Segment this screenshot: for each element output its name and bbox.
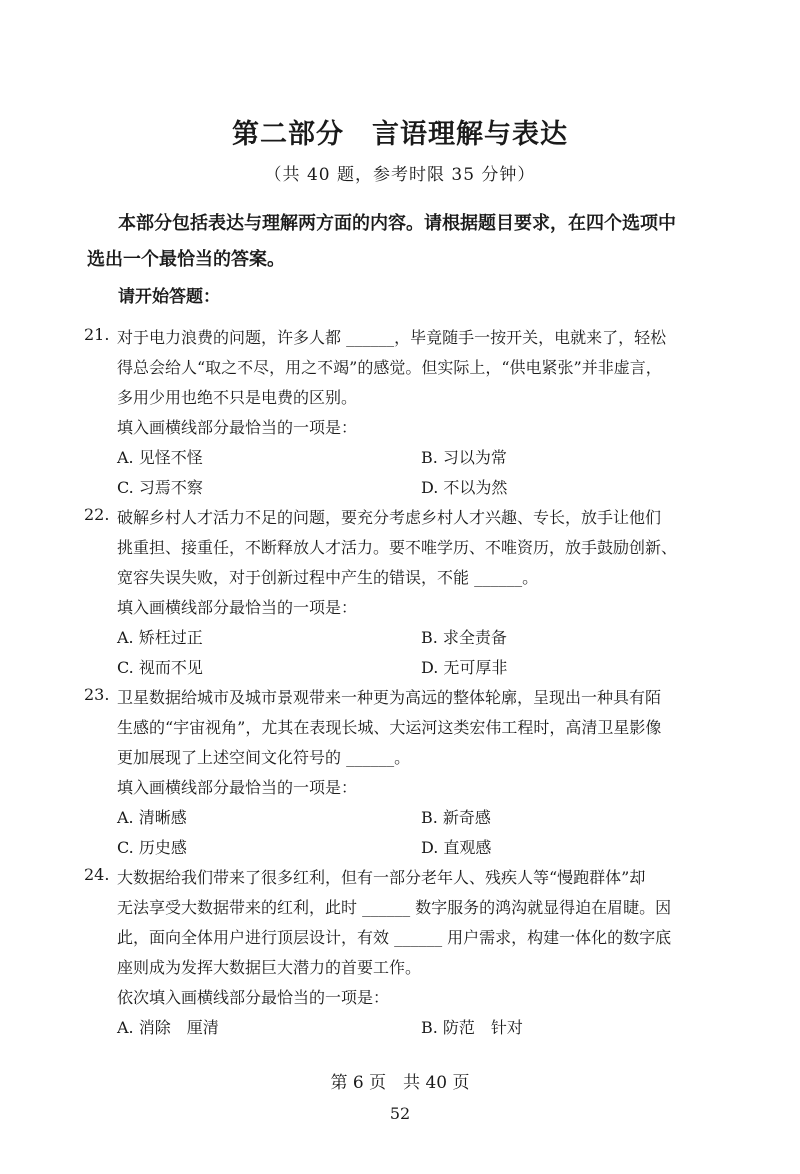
option-c[interactable]: C. 历史感 bbox=[117, 838, 187, 857]
question-text-line: 此，面向全体用户进行顶层设计，有效 ______ 用户需求，构建一体化的数字底 bbox=[117, 928, 672, 947]
question-number: 21. bbox=[84, 325, 110, 344]
option-a[interactable]: A. 消除 厘清 bbox=[117, 1018, 219, 1037]
question-text-line: 挑重担、接重任，不断释放人才活力。要不唯学历、不唯资历，放手鼓励创新、 bbox=[117, 538, 678, 557]
section-subtitle: （共 40 题，参考时限 35 分钟） bbox=[264, 165, 536, 185]
option-b[interactable]: B. 新奇感 bbox=[421, 808, 491, 827]
question-number: 22. bbox=[84, 505, 110, 524]
question-23 bbox=[84, 685, 724, 855]
option-d[interactable]: D. 直观感 bbox=[421, 838, 492, 857]
option-d[interactable]: D. 不以为然 bbox=[421, 478, 508, 497]
question-text-line: 生感的“宇宙视角”，尤其在表现长城、大运河这类宏伟工程时，高清卫星影像 bbox=[117, 718, 662, 737]
question-text-line: 卫星数据给城市及城市景观带来一种更为高远的整体轮廓，呈现出一种具有陌 bbox=[117, 688, 662, 707]
question-text-line: 大数据给我们带来了很多红利，但有一部分老年人、残疾人等“慢跑群体”却 bbox=[117, 868, 646, 887]
page-footer: 第 6 页 共 40 页 bbox=[330, 1073, 470, 1093]
page-number: 52 bbox=[389, 1104, 411, 1123]
option-c[interactable]: C. 习焉不察 bbox=[117, 478, 203, 497]
question-prompt: 填入画横线部分最恰当的一项是： bbox=[117, 598, 358, 617]
instructions-line-1: 本部分包括表达与理解两方面的内容。请根据题目要求，在四个选项中 bbox=[118, 213, 676, 234]
question-text-line: 对于电力浪费的问题，许多人都 ______，毕竟随手一按开关，电就来了，轻松 bbox=[117, 328, 667, 347]
question-text-line: 宽容失误失败，对于创新过程中产生的错误，不能 ______。 bbox=[117, 568, 539, 587]
section-title: 第二部分 言语理解与表达 bbox=[232, 119, 568, 150]
question-24 bbox=[84, 865, 724, 1035]
question-21 bbox=[84, 325, 724, 495]
question-text-line: 多用少用也绝不只是电费的区别。 bbox=[117, 388, 358, 407]
question-22 bbox=[84, 505, 724, 675]
option-c[interactable]: C. 视而不见 bbox=[117, 658, 203, 677]
start-prompt: 请开始答题： bbox=[118, 287, 220, 307]
question-prompt: 填入画横线部分最恰当的一项是： bbox=[117, 418, 358, 437]
question-number: 23. bbox=[84, 685, 110, 704]
question-text-line: 破解乡村人才活力不足的问题，要充分考虑乡村人才兴趣、专长，放手让他们 bbox=[117, 508, 662, 527]
question-text-line: 无法享受大数据带来的红利，此时 ______ 数字服务的鸿沟就显得迫在眉睫。因 bbox=[117, 898, 672, 917]
question-text-line: 得总会给人“取之不尽，用之不竭”的感觉。但实际上，“供电紧张”并非虚言， bbox=[117, 358, 662, 377]
question-prompt: 依次填入画横线部分最恰当的一项是： bbox=[117, 988, 390, 1007]
option-d[interactable]: D. 无可厚非 bbox=[421, 658, 508, 677]
option-b[interactable]: B. 防范 针对 bbox=[421, 1018, 523, 1037]
section-instructions bbox=[87, 206, 727, 278]
instructions-line-2: 选出一个最恰当的答案。 bbox=[87, 249, 285, 270]
option-a[interactable]: A. 见怪不怪 bbox=[117, 448, 203, 467]
question-text-line: 更加展现了上述空间文化符号的 ______。 bbox=[117, 748, 411, 767]
option-a[interactable]: A. 清晰感 bbox=[117, 808, 187, 827]
option-b[interactable]: B. 习以为常 bbox=[421, 448, 507, 467]
option-a[interactable]: A. 矫枉过正 bbox=[117, 628, 203, 647]
question-text-line: 座则成为发挥大数据巨大潜力的首要工作。 bbox=[117, 958, 422, 977]
question-number: 24. bbox=[84, 865, 110, 884]
option-b[interactable]: B. 求全责备 bbox=[421, 628, 507, 647]
question-prompt: 填入画横线部分最恰当的一项是： bbox=[117, 778, 358, 797]
